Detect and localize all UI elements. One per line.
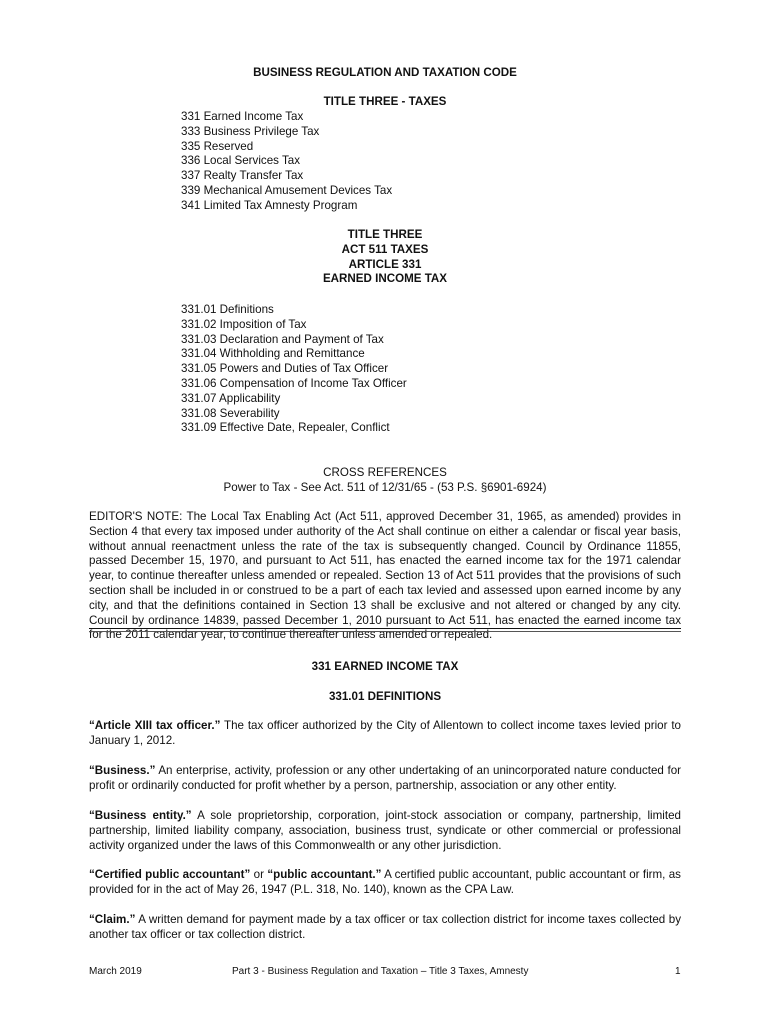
editors-note: EDITOR'S NOTE: The Local Tax Enabling Act (Act 511, approved December 31, 1965, as amended) provides in Section 4 that every tax imposed under authority of the Act shall continue on either a calendar or fiscal year basis, without annual reenactment unless the rate of the tax is subsequently changed. Council by Ordinance 11855, passed December 15, 1970, and pursuant to Act 511, has enacted the earned income tax for the 1971 calendar year, to continue thereafter unless amended or repealed. Section 13 of Act 511 provides that the provisions of such section shall be included in or construed to be a part of each tax levied and assessed upon earned income by any city, and that the definitions contained in Section 13 shall be exclusive and not altered or changed by any city. Council by ordinance 14839, passed December 1, 2010 pursuant to Act 511, has enacted the earned income tax for the 2011 calendar year, to continue thereafter unless amended or repealed. xyxy=(89,510,681,642)
title-three-heading: TITLE THREE - TAXES xyxy=(323,95,447,108)
definition-connector: or xyxy=(250,868,268,881)
definition-paragraph xyxy=(89,913,681,943)
toc-item: 331.02 Imposition of Tax xyxy=(181,317,307,331)
toc-item: 331.01 Definitions xyxy=(181,303,274,316)
toc-item: 341 Limited Tax Amnesty Program xyxy=(181,198,358,212)
article-toc-list xyxy=(181,303,407,436)
footer-date: March 2019 xyxy=(89,966,142,977)
toc-item: 331.07 Applicability xyxy=(181,391,281,405)
article-heading-line: ARTICLE 331 xyxy=(348,257,422,271)
cross-references-heading: CROSS REFERENCES xyxy=(323,466,447,479)
definition-term: “Business.” xyxy=(89,764,156,777)
section-heading: 331 EARNED INCOME TAX xyxy=(311,660,459,673)
divider-line xyxy=(89,631,681,632)
article-heading-line: TITLE THREE xyxy=(347,228,423,241)
page-number: 1 xyxy=(675,966,681,977)
cross-references xyxy=(89,466,681,496)
title-toc-list xyxy=(181,110,392,214)
definition-text: A sole proprietorship, corporation, joint-stock association or company, partnership, limited partnership, limited liability company, association, business trust, syndicate or other commercial or professional activity organized under the laws of this Commonwealth or any other jurisdiction. xyxy=(89,809,681,852)
definition-text: An enterprise, activity, profession or any other undertaking of an unincorporated nature conducted for profit or ordinarily conducted for profit whether by a person, partnership, association or any other entity. xyxy=(89,764,681,792)
definition-term: “public accountant.” xyxy=(267,868,382,881)
toc-item: 331.06 Compensation of Income Tax Officer xyxy=(181,376,407,390)
definition-term: “Claim.” xyxy=(89,913,136,926)
definition-term: “Business entity.” xyxy=(89,809,192,822)
definition-paragraph xyxy=(89,868,681,898)
cross-references-text: Power to Tax - See Act. 511 of 12/31/65 - (53 P.S. §6901-6924) xyxy=(223,480,547,494)
toc-item: 331 Earned Income Tax xyxy=(181,110,304,123)
article-heading-line: EARNED INCOME TAX xyxy=(322,272,448,286)
toc-item: 333 Business Privilege Tax xyxy=(181,124,320,138)
definition-term: “Certified public accountant” xyxy=(89,868,251,881)
toc-item: 339 Mechanical Amusement Devices Tax xyxy=(181,183,393,197)
definition-text: A certified public accountant, public accountant or firm, as provided for in the act of May 26, 1947 (P.L. 318, No. 140), known as the CPA Law. xyxy=(89,868,681,896)
toc-item: 331.08 Severability xyxy=(181,406,280,420)
divider-line xyxy=(89,628,681,629)
article-heading-line: ACT 511 TAXES xyxy=(341,242,429,256)
code-title: BUSINESS REGULATION AND TAXATION CODE xyxy=(253,66,517,79)
footer-center-text: Part 3 - Business Regulation and Taxation – Title 3 Taxes, Amnesty xyxy=(232,966,529,977)
definition-text: A written demand for payment made by a tax officer or tax collection district for income taxes collected by another tax officer or tax collection district. xyxy=(89,913,681,941)
article-heading xyxy=(89,228,681,287)
definition-paragraph xyxy=(89,764,681,794)
definition-paragraph xyxy=(89,719,681,749)
toc-item: 337 Realty Transfer Tax xyxy=(181,169,304,183)
toc-item: 331.05 Powers and Duties of Tax Officer xyxy=(181,362,389,376)
definition-term: “Article XIII tax officer.” xyxy=(89,719,221,732)
definition-text: The tax officer authorized by the City of Allentown to collect income taxes levied prior to January 1, 2012. xyxy=(89,719,681,747)
subsection-heading: 331.01 DEFINITIONS xyxy=(328,690,442,703)
toc-item: 331.04 Withholding and Remittance xyxy=(181,347,365,361)
toc-item: 331.03 Declaration and Payment of Tax xyxy=(181,332,384,346)
toc-item: 331.09 Effective Date, Repealer, Conflict xyxy=(181,421,390,435)
toc-item: 336 Local Services Tax xyxy=(181,154,301,168)
definition-paragraph xyxy=(89,809,681,853)
toc-item: 335 Reserved xyxy=(181,139,254,153)
